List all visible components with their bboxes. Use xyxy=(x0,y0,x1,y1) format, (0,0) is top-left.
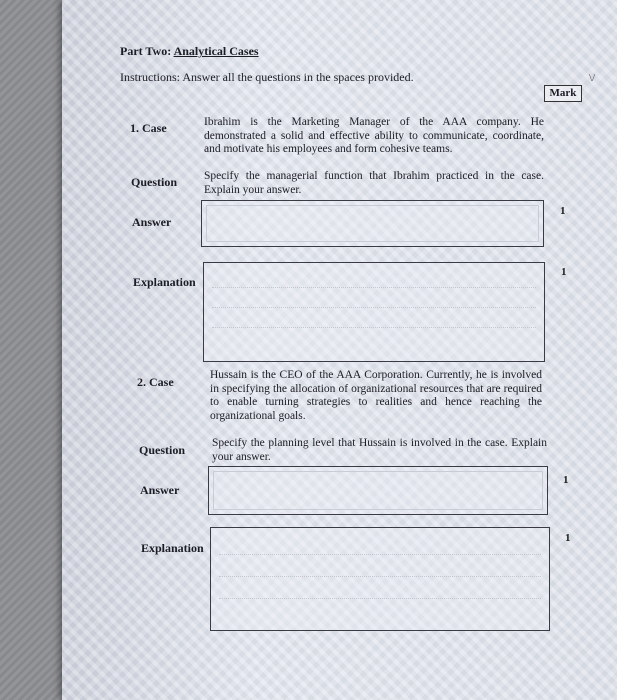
case-1-text: Ibrahim is the Marketing Manager of the AAA company. He demonstrated a solid and effective ability to communicate, coordinate, and motivate his employees and form cohesive teams. xyxy=(204,116,544,155)
ruled-line xyxy=(212,327,536,328)
explanation-1-box[interactable] xyxy=(203,262,545,362)
question-2-label: Question xyxy=(139,443,186,457)
answer-2-label: Answer xyxy=(140,483,180,497)
question-1-text: Specify the managerial function that Ibrahim practiced in the case. Explain your answer. xyxy=(204,170,544,196)
section-title xyxy=(120,44,259,58)
ruled-line xyxy=(212,307,536,308)
instructions: Instructions: Answer all the questions in the spaces provided. xyxy=(120,70,414,84)
ruled-line xyxy=(219,576,541,577)
explanation-2-box[interactable] xyxy=(210,527,550,631)
explanation-2-label: Explanation xyxy=(141,541,204,555)
case-2-text: Hussain is the CEO of the AAA Corporation. Currently, he is involved in specifying the allocation of organizational resources that are required to enable turning strategies to realities and hence reaching the organizational goals. xyxy=(210,369,542,422)
mark-column-header: Mark xyxy=(544,85,582,102)
case-2-label: 2. Case xyxy=(137,375,174,389)
answer-1-box-inner xyxy=(206,205,539,242)
part-label: Part Two: xyxy=(120,44,172,58)
exam-page xyxy=(62,0,617,700)
answer-2-box-inner xyxy=(213,471,543,510)
ruled-line xyxy=(212,287,536,288)
explanation-2-mark: 1 xyxy=(565,532,571,544)
case-1-label: 1. Case xyxy=(130,121,167,135)
answer-1-box[interactable] xyxy=(201,200,544,247)
ruled-line xyxy=(219,554,541,555)
explanation-1-label: Explanation xyxy=(133,275,196,289)
answer-2-box[interactable] xyxy=(208,466,548,515)
part-title: Analytical Cases xyxy=(173,44,259,58)
ruled-line xyxy=(219,598,541,599)
answer-2-mark: 1 xyxy=(563,474,569,486)
question-2-text: Specify the planning level that Hussain is involved in the case. Explain your answer. xyxy=(212,437,547,463)
explanation-1-mark: 1 xyxy=(561,266,567,278)
answer-1-mark: 1 xyxy=(560,205,566,217)
question-1-label: Question xyxy=(131,175,178,189)
answer-1-label: Answer xyxy=(132,215,172,229)
corner-tick: \/ xyxy=(589,72,596,84)
